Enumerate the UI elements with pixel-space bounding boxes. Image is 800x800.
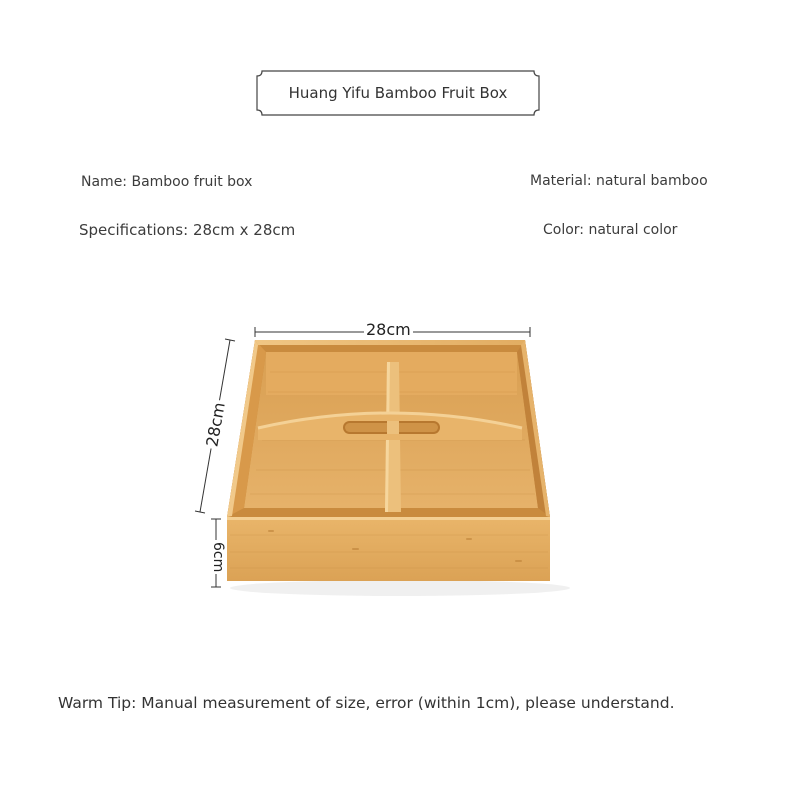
page-title: Huang Yifu Bamboo Fruit Box [288, 84, 508, 102]
warm-tip: Warm Tip: Manual measurement of size, error (within 1cm), please understand. [58, 694, 675, 712]
depth-dimension-label: 28cm [202, 400, 229, 449]
spec-specifications: Specifications: 28cm x 28cm [79, 221, 296, 239]
spec-name: Name: Bamboo fruit box [81, 174, 253, 190]
height-dimension-label: 6cm [210, 542, 226, 573]
spec-material: Material: natural bamboo [530, 173, 708, 189]
spec-color: Color: natural color [543, 222, 678, 238]
box-front-panel [227, 517, 550, 581]
width-dimension-label: 28cm [366, 320, 411, 339]
